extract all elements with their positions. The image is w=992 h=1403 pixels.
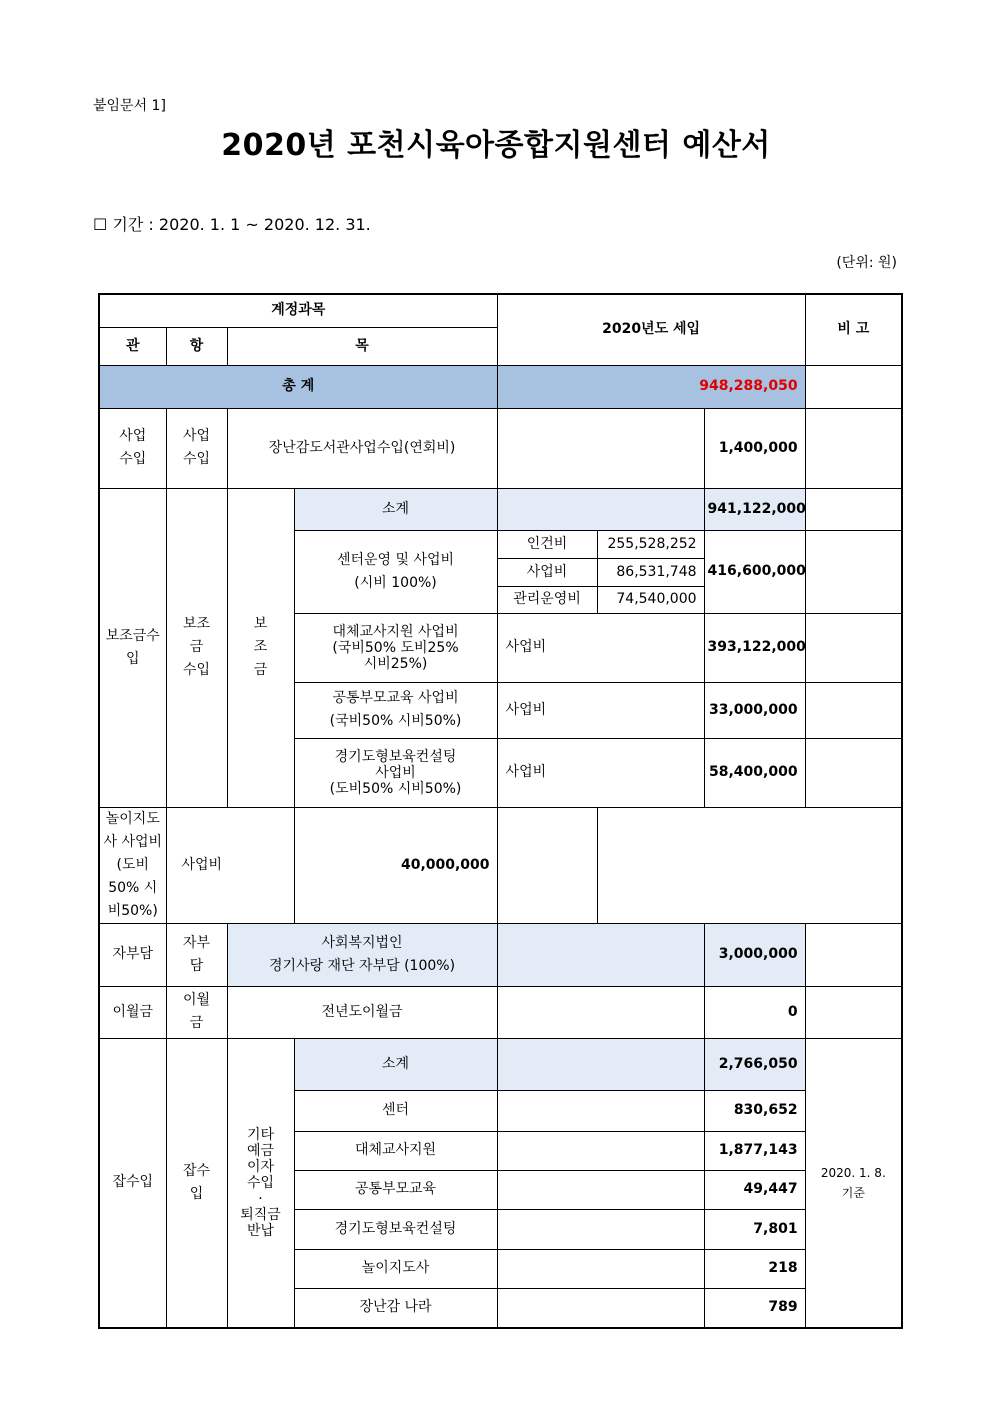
carryover-gwan: 이월금 <box>99 986 166 1038</box>
subsidy-item-remark <box>497 807 597 923</box>
center-breakdown-value: 86,531,748 <box>597 558 704 586</box>
header-gwan: 관 <box>99 327 166 365</box>
subsidy-item-type: 사업비 <box>166 807 294 923</box>
misc-item-amount: 218 <box>704 1249 805 1288</box>
misc-item-name: 경기도형보육컨설팅 <box>294 1209 497 1249</box>
misc-item-detail <box>497 1249 704 1288</box>
misc-item-name: 센터 <box>294 1090 497 1131</box>
self-burden-mok: 사회복지법인 경기사랑 재단 자부담 (100%) <box>227 923 497 986</box>
subsidy-item-remark <box>805 682 902 738</box>
header-remarks: 비 고 <box>805 294 902 365</box>
header-revenue: 2020년도 세입 <box>497 294 805 365</box>
subsidy-item-name: 공통부모교육 사업비 (국비50% 시비50%) <box>294 682 497 738</box>
budget-period: ☐ 기간 : 2020. 1. 1 ~ 2020. 12. 31. <box>93 215 371 234</box>
misc-item-name: 공통부모교육 <box>294 1170 497 1209</box>
business-gwan: 사업 수입 <box>99 408 166 488</box>
subsidy-item-amount: 58,400,000 <box>704 738 805 807</box>
center-breakdown-label: 관리운영비 <box>497 586 597 613</box>
subsidy-gwan: 보조금수입 <box>99 488 166 807</box>
subsidy-subtotal-amount: 941,122,000 <box>704 488 805 530</box>
misc-subtotal-amount: 2,766,050 <box>704 1038 805 1090</box>
misc-item-name: 대체교사지원 <box>294 1131 497 1170</box>
center-breakdown-value: 255,528,252 <box>597 530 704 558</box>
attachment-label: 붙임문서 1] <box>93 98 166 114</box>
header-account: 계정과목 <box>99 294 497 327</box>
misc-item-detail <box>497 1170 704 1209</box>
center-remark <box>805 530 902 613</box>
page-title: 2020년 포천시육아종합지원센터 예산서 <box>221 128 771 163</box>
business-mok: 장난감도서관사업수입(연회비) <box>227 408 497 488</box>
misc-item-detail <box>497 1090 704 1131</box>
business-amount: 1,400,000 <box>704 408 805 488</box>
center-amount: 416,600,000 <box>704 530 805 613</box>
subsidy-item-type: 사업비 <box>497 738 704 807</box>
misc-gwan: 잡수입 <box>99 1038 166 1328</box>
subsidy-subtotal-detail <box>497 488 704 530</box>
misc-item-amount: 789 <box>704 1288 805 1328</box>
self-burden-gwan: 자부담 <box>99 923 166 986</box>
subsidy-item-remark <box>805 738 902 807</box>
subsidy-subtotal-remark <box>805 488 902 530</box>
misc-item-detail <box>497 1209 704 1249</box>
self-burden-remark <box>805 923 902 986</box>
total-remark <box>805 365 902 408</box>
business-detail <box>497 408 704 488</box>
subsidy-item-amount: 40,000,000 <box>294 807 497 923</box>
misc-item-name: 장난감 나라 <box>294 1288 497 1328</box>
misc-item-name: 놀이지도사 <box>294 1249 497 1288</box>
center-name: 센터운영 및 사업비 (시비 100%) <box>294 530 497 613</box>
carryover-hang: 이월 금 <box>166 986 227 1038</box>
self-burden-hang: 자부 담 <box>166 923 227 986</box>
subsidy-item-amount: 33,000,000 <box>704 682 805 738</box>
center-breakdown-label: 인건비 <box>497 530 597 558</box>
misc-remark: 2020. 1. 8. 기준 <box>805 1038 902 1328</box>
misc-mok: 기타 예금 이자 수입 · 퇴직금 반납 <box>227 1038 294 1328</box>
misc-item-detail <box>497 1131 704 1170</box>
unit-label: (단위: 원) <box>836 255 897 271</box>
misc-item-amount: 49,447 <box>704 1170 805 1209</box>
subsidy-item-type: 사업비 <box>497 613 704 682</box>
header-hang: 항 <box>166 327 227 365</box>
header-mok: 목 <box>227 327 497 365</box>
subsidy-item-name: 경기도형보육컨설팅 사업비 (도비50% 시비50%) <box>294 738 497 807</box>
budget-table <box>98 293 903 1329</box>
total-label: 총 계 <box>99 365 497 408</box>
business-remark <box>805 408 902 488</box>
center-breakdown-label: 사업비 <box>497 558 597 586</box>
subsidy-item-name: 대체교사지원 사업비 (국비50% 도비25% 시비25%) <box>294 613 497 682</box>
carryover-remark <box>805 986 902 1038</box>
misc-item-detail <box>497 1288 704 1328</box>
business-hang: 사업 수입 <box>166 408 227 488</box>
subsidy-item-remark <box>805 613 902 682</box>
subsidy-hang: 보조 금 수입 <box>166 488 227 807</box>
subsidy-mok: 보 조 금 <box>227 488 294 807</box>
carryover-amount: 0 <box>704 986 805 1038</box>
subsidy-item-name: 놀이지도사 사업비 (도비50% 시비50%) <box>99 807 166 923</box>
carryover-mok: 전년도이월금 <box>227 986 497 1038</box>
misc-hang: 잡수 입 <box>166 1038 227 1328</box>
total-amount: 948,288,050 <box>497 365 805 408</box>
misc-item-amount: 7,801 <box>704 1209 805 1249</box>
subsidy-item-type: 사업비 <box>497 682 704 738</box>
self-burden-amount: 3,000,000 <box>704 923 805 986</box>
misc-subtotal-detail <box>497 1038 704 1090</box>
subsidy-subtotal-label: 소계 <box>294 488 497 530</box>
center-breakdown-value: 74,540,000 <box>597 586 704 613</box>
subsidy-item-amount: 393,122,000 <box>704 613 805 682</box>
carryover-detail <box>497 986 704 1038</box>
self-burden-detail <box>497 923 704 986</box>
misc-subtotal-label: 소계 <box>294 1038 497 1090</box>
misc-item-amount: 830,652 <box>704 1090 805 1131</box>
misc-item-amount: 1,877,143 <box>704 1131 805 1170</box>
